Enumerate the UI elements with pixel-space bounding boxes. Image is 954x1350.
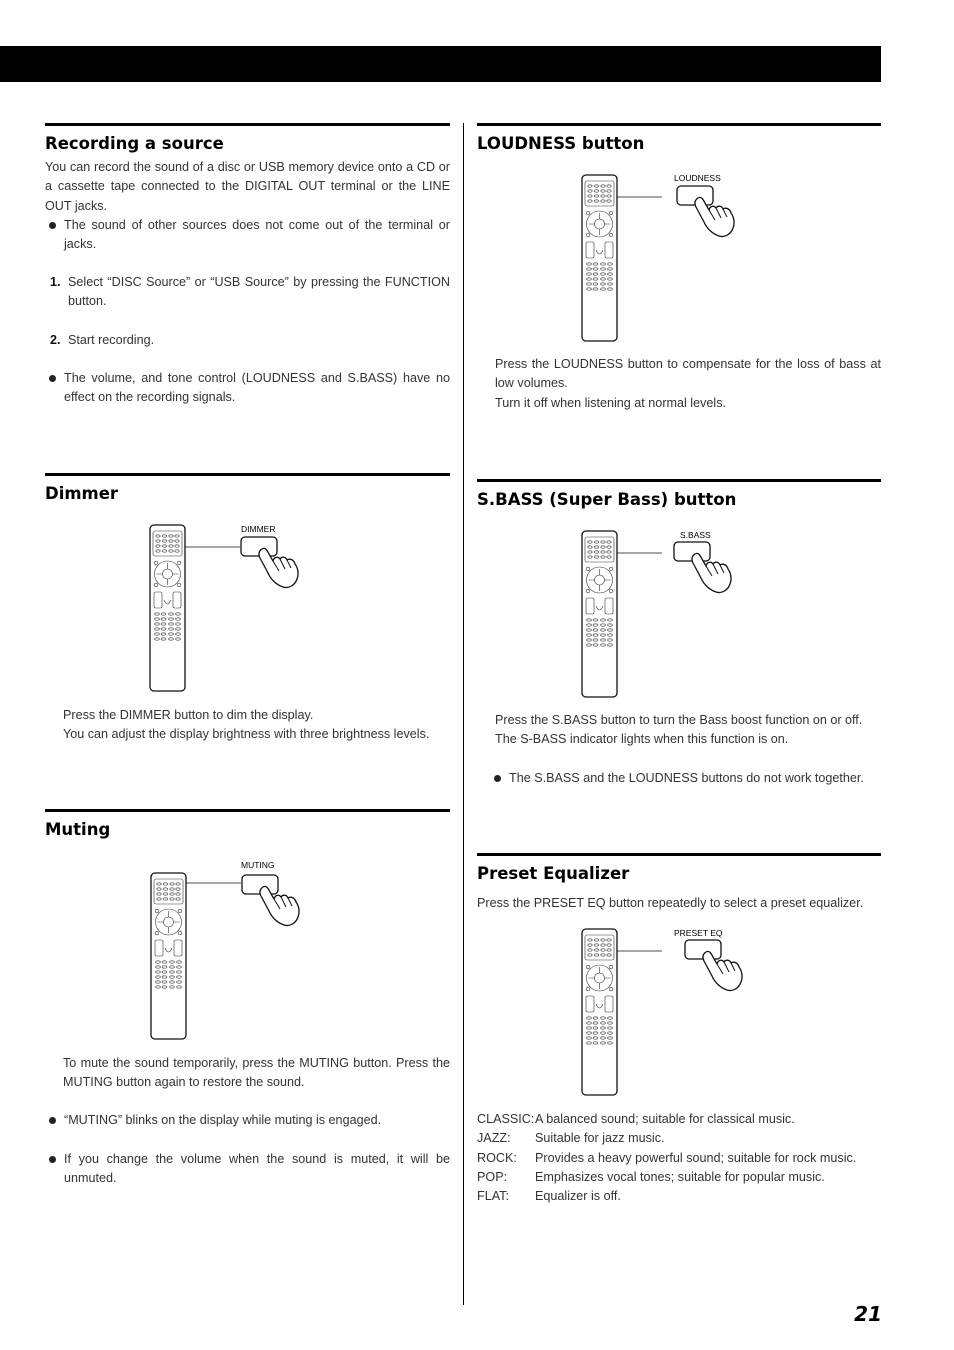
header-bar: [0, 46, 881, 82]
bullet-text: The S.BASS and the LOUDNESS buttons do not work together.: [509, 771, 864, 785]
muting-text: To mute the sound temporarily, press the MUTING button. Press the MUTING button again to restore the sound.: [63, 1056, 450, 1090]
step-number: 1.: [50, 275, 61, 289]
column-divider: [463, 123, 464, 1305]
recording-step-2: [45, 331, 450, 350]
eq-mode-desc: Provides a heavy powerful sound; suitable for rock music.: [535, 1151, 857, 1165]
section-rule: [45, 473, 450, 476]
muting-remote-figure: [148, 858, 318, 1042]
bullet-dot: [49, 222, 56, 229]
sbass-remote-figure: [580, 528, 750, 700]
dimmer-remote-figure: [148, 522, 318, 694]
section-rule: [45, 809, 450, 812]
step-number: 2.: [50, 333, 61, 347]
section-muting: [45, 809, 450, 841]
muting-bullet-2: [45, 1150, 450, 1189]
muting-bullet-1: [45, 1111, 450, 1130]
eq-mode-key: POP:: [477, 1170, 508, 1184]
loudness-remote-figure: [580, 172, 750, 344]
preset-eq-intro: Press the PRESET EQ button repeatedly to select a preset equalizer.: [477, 896, 864, 910]
bullet-text: The volume, and tone control (LOUDNESS and S.BASS) have no effect on the recording signals.: [64, 371, 450, 405]
sbass-button-label: S.BASS: [680, 530, 711, 540]
eq-mode-key: ROCK:: [477, 1151, 517, 1165]
sbass-bullet: [490, 769, 881, 788]
section-rule: [477, 479, 881, 482]
section-title-sbass: S.BASS (Super Bass) button: [477, 490, 737, 509]
muting-button-label: MUTING: [241, 860, 275, 870]
bullet-text: “MUTING” blinks on the display while muting is engaged.: [64, 1113, 382, 1127]
eq-mode-key: CLASSIC:: [477, 1112, 535, 1126]
eq-mode-key: FLAT:: [477, 1189, 509, 1203]
loudness-button-label: LOUDNESS: [674, 173, 721, 183]
dimmer-text-1: Press the DIMMER button to dim the display.: [63, 708, 314, 722]
section-title-loudness: LOUDNESS button: [477, 134, 645, 153]
bullet-dot: [49, 375, 56, 382]
eq-mode-desc: A balanced sound; suitable for classical music.: [535, 1112, 795, 1126]
recording-step-1: [45, 273, 450, 312]
section-preset-eq: [477, 853, 881, 885]
page-number: 21: [854, 1302, 882, 1326]
loudness-text-2: Turn it off when listening at normal levels.: [495, 396, 726, 410]
eq-mode-row: [477, 1129, 665, 1148]
section-title-preset-eq: Preset Equalizer: [477, 864, 630, 883]
section-title-dimmer: Dimmer: [45, 484, 119, 503]
section-rule: [45, 123, 450, 126]
eq-mode-desc: Suitable for jazz music.: [535, 1131, 665, 1145]
section-recording: [45, 123, 450, 155]
step-text: Start recording.: [68, 333, 155, 347]
section-dimmer: [45, 473, 450, 505]
section-sbass: [477, 479, 881, 511]
section-rule: [477, 853, 881, 856]
recording-bullet-2: [45, 369, 450, 408]
eq-mode-desc: Emphasizes vocal tones; suitable for popular music.: [535, 1170, 825, 1184]
bullet-dot: [49, 1156, 56, 1163]
eq-mode-row: [477, 1168, 825, 1187]
section-rule: [477, 123, 881, 126]
eq-mode-row: [477, 1187, 621, 1206]
bullet-dot: [494, 775, 501, 782]
recording-bullet-1: [45, 216, 450, 255]
section-title-muting: Muting: [45, 820, 111, 839]
section-loudness: [477, 123, 881, 155]
eq-mode-key: JAZZ:: [477, 1131, 511, 1145]
eq-mode-desc: Equalizer is off.: [535, 1189, 621, 1203]
loudness-text-1: Press the LOUDNESS button to compensate for the loss of bass at low volumes.: [495, 357, 881, 391]
bullet-dot: [49, 1117, 56, 1124]
section-title-recording: Recording a source: [45, 134, 224, 153]
dimmer-button-label: DIMMER: [241, 524, 276, 534]
bullet-text: If you change the volume when the sound is muted, it will be unmuted.: [64, 1152, 450, 1186]
bullet-text: The sound of other sources does not come out of the terminal or jacks.: [64, 218, 450, 252]
sbass-text-2: The S-BASS indicator lights when this function is on.: [495, 732, 789, 746]
eq-mode-row: [477, 1110, 795, 1129]
preset-eq-button-label: PRESET EQ: [674, 928, 723, 938]
recording-intro: You can record the sound of a disc or USB memory device onto a CD or a cassette tape connected to the DIGITAL OUT terminal or the LINE OUT jacks.: [45, 160, 450, 213]
step-text: Select “DISC Source” or “USB Source” by pressing the FUNCTION button.: [68, 275, 450, 309]
eq-mode-row: [477, 1149, 856, 1168]
preset-eq-remote-figure: [580, 926, 760, 1098]
dimmer-text-2: You can adjust the display brightness with three brightness levels.: [63, 727, 430, 741]
sbass-text-1: Press the S.BASS button to turn the Bass boost function on or off.: [495, 713, 863, 727]
